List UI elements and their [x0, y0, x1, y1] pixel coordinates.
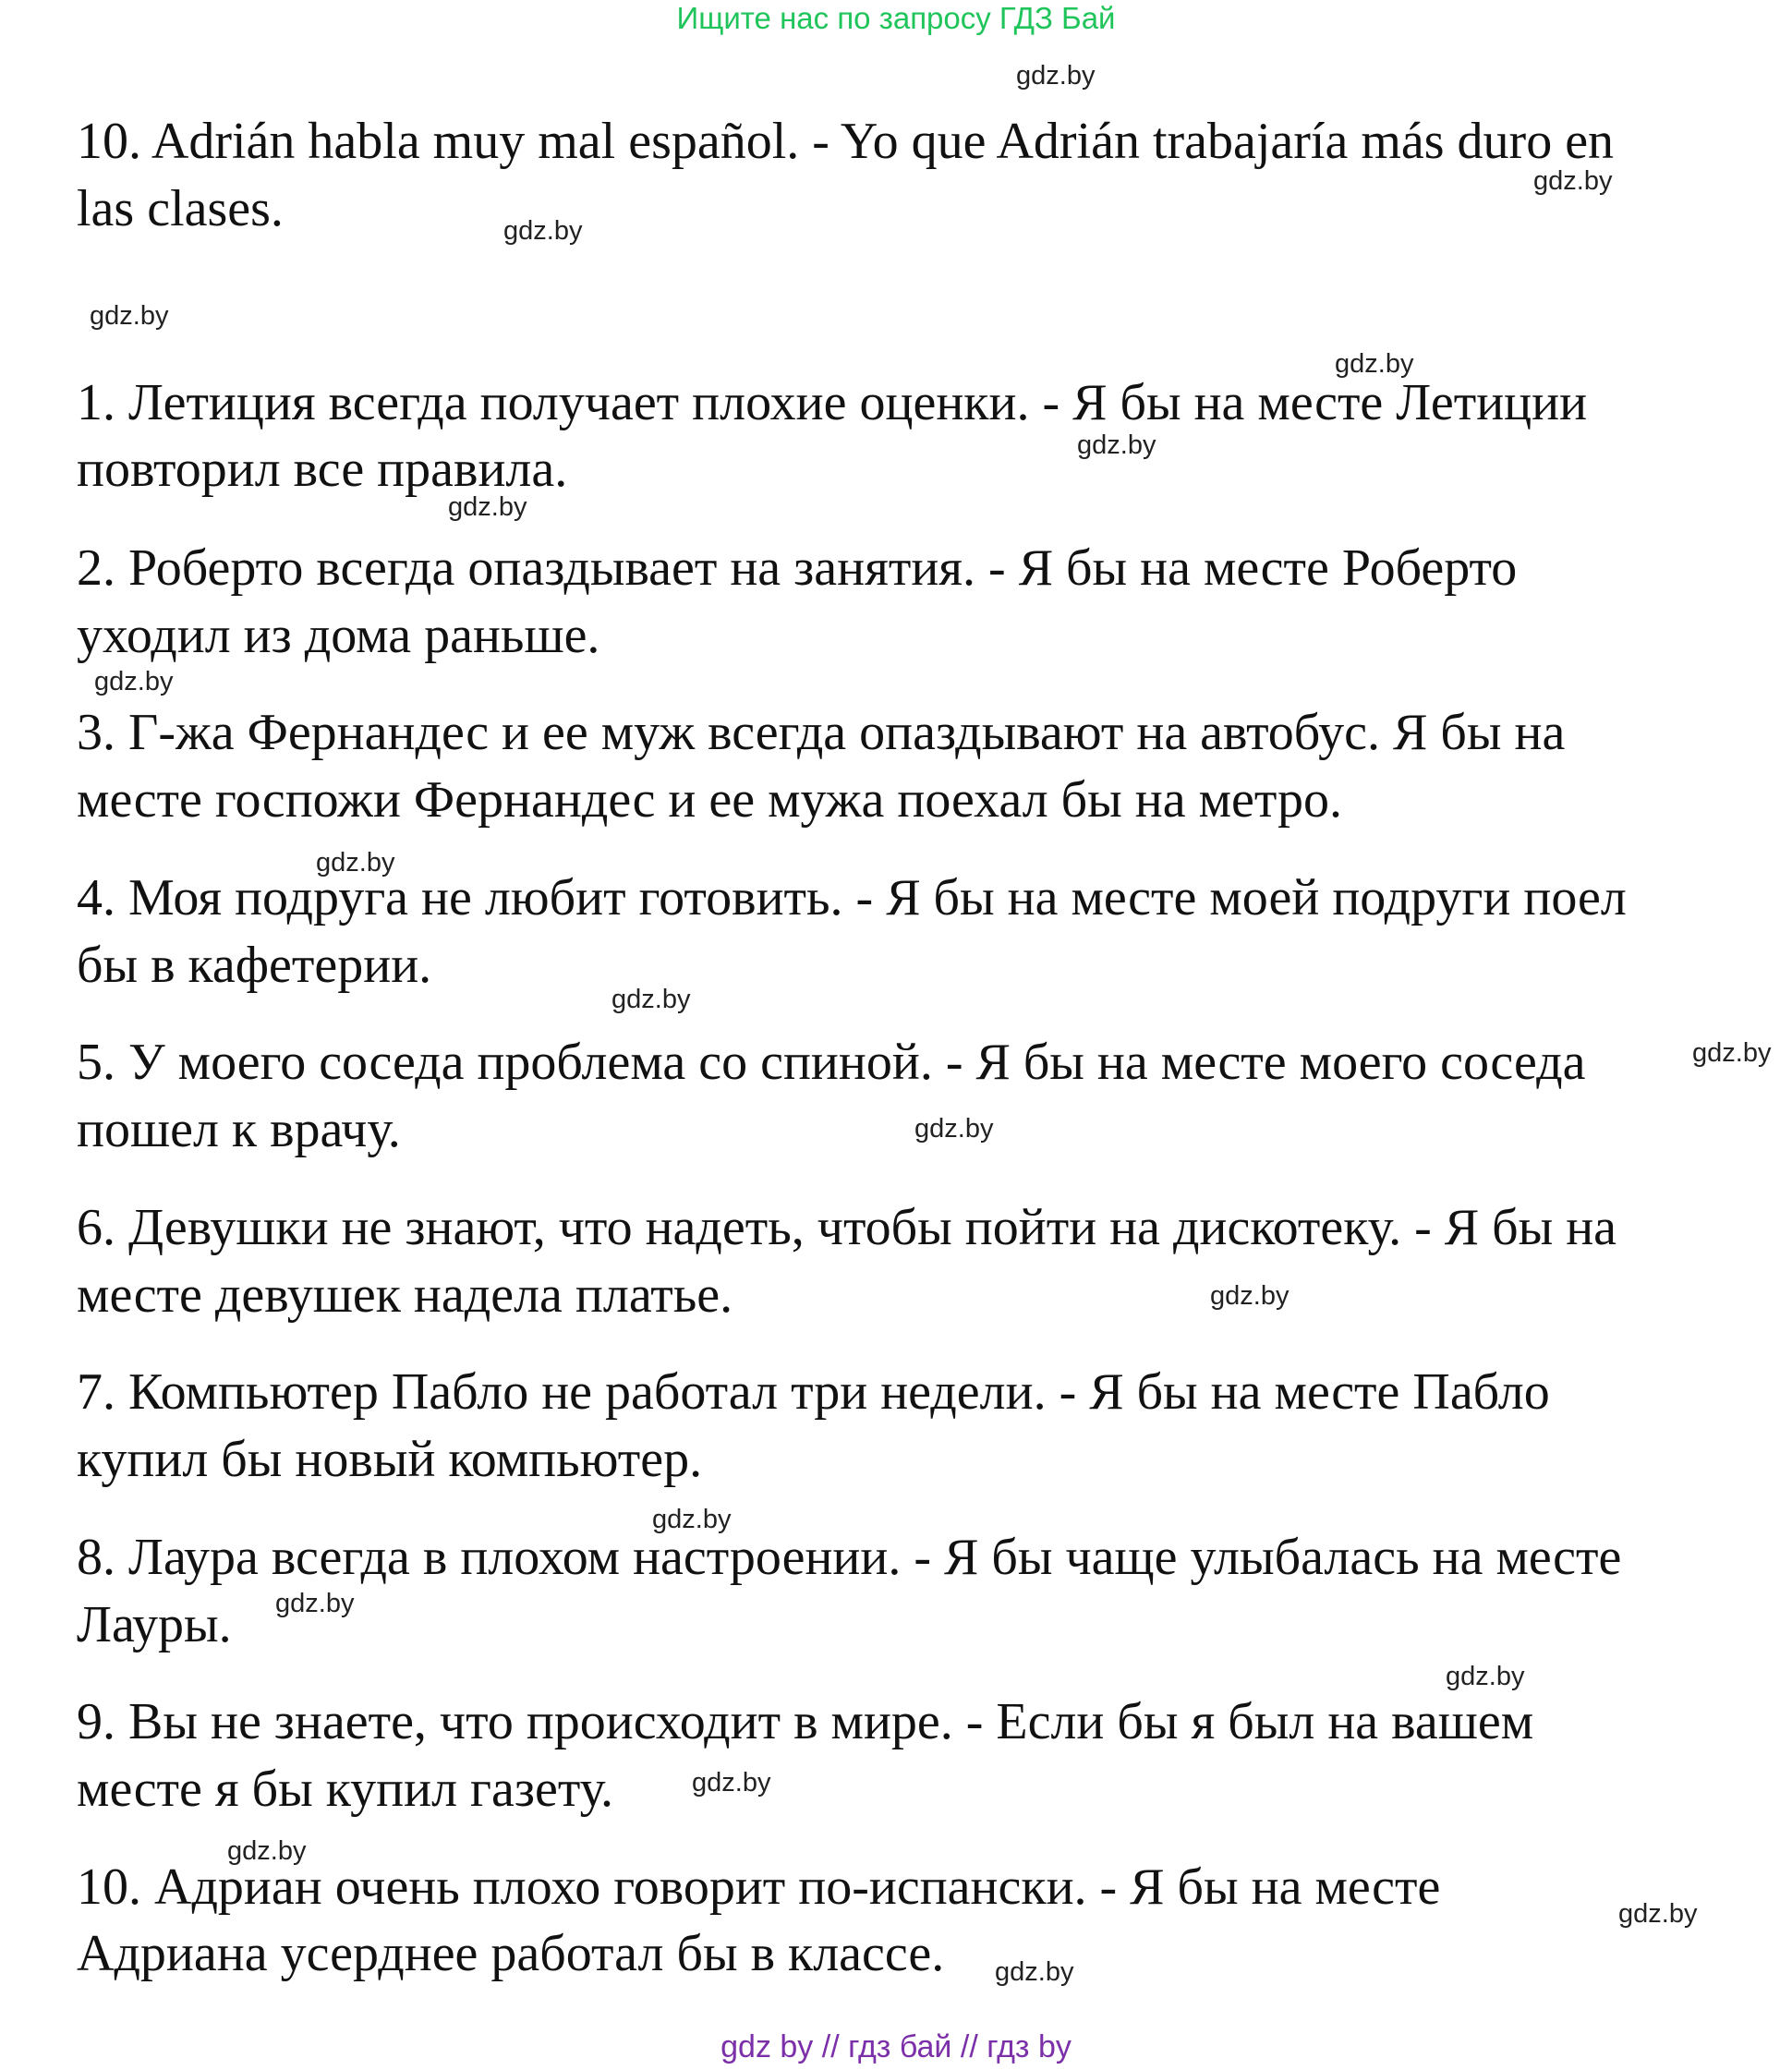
watermark: gdz.by — [1692, 1038, 1772, 1068]
watermark: gdz.by — [503, 216, 583, 246]
top-banner: Ищите нас по запросу ГДЗ Бай — [676, 1, 1116, 35]
watermark: gdz.by — [652, 1505, 732, 1534]
text-line: Лауры. — [77, 1596, 232, 1653]
watermark: gdz.by — [914, 1114, 994, 1144]
text-line: 6. Девушки не знают, что надеть, чтобы пойти на дискотеку. - Я бы на — [77, 1199, 1617, 1256]
text-line: 2. Роберто всегда опаздывает на занятия. - Я бы на месте Роберто — [77, 539, 1518, 597]
watermark: gdz.by — [275, 1589, 355, 1618]
watermark: gdz.by — [90, 301, 169, 331]
watermark: gdz.by — [1016, 61, 1096, 91]
text-line: Адриана усерднее работал бы в классе. — [77, 1925, 945, 1982]
text-line: бы в кафетерии. — [77, 937, 432, 994]
text-line: 10. Adrián habla muy mal español. - Yo que Adrián trabajaría más duro en — [77, 113, 1615, 170]
watermark: gdz.by — [227, 1836, 307, 1866]
watermark: gdz.by — [94, 667, 174, 696]
text-line: 3. Г-жа Фернандес и ее муж всегда опаздывают на автобус. Я бы на — [77, 704, 1566, 761]
text-line: пошел к врачу. — [77, 1101, 401, 1158]
text-line: 1. Летиция всегда получает плохие оценки. - Я бы на месте Летиции — [77, 374, 1588, 431]
footer-links: gdz by // гдз бай // гдз by — [720, 2029, 1072, 2064]
text-line: уходил из дома раньше. — [77, 607, 600, 664]
watermark: gdz.by — [448, 492, 527, 522]
text-line: месте госпожи Фернандес и ее мужа поехал бы на метро. — [77, 771, 1343, 829]
watermark: gdz.by — [316, 848, 395, 878]
watermark: gdz.by — [692, 1768, 771, 1798]
text-line: 7. Компьютер Пабло не работал три недели. - Я бы на месте Пабло — [77, 1363, 1550, 1421]
text-line: 4. Моя подруга не любит готовить. - Я бы на месте моей подруги поел — [77, 869, 1627, 926]
watermark: gdz.by — [1077, 430, 1156, 460]
watermark: gdz.by — [995, 1957, 1074, 1987]
text-line: 9. Вы не знаете, что происходит в мире. - Если бы я был на вашем — [77, 1693, 1534, 1750]
text-line: 5. У моего соседа проблема со спиной. - Я бы на месте моего соседа — [77, 1034, 1586, 1091]
text-line: 10. Адриан очень плохо говорит по-испански. - Я бы на месте — [77, 1858, 1441, 1916]
watermark: gdz.by — [1335, 349, 1414, 379]
text-line: месте девушек надела платье. — [77, 1266, 733, 1324]
watermark: gdz.by — [611, 985, 691, 1014]
text-line: месте я бы купил газету. — [77, 1761, 613, 1818]
text-line: повторил все правила. — [77, 441, 568, 498]
text-line: купил бы новый компьютер. — [77, 1431, 703, 1488]
watermark: gdz.by — [1210, 1281, 1290, 1311]
text-line: las clases. — [77, 180, 284, 237]
watermark: gdz.by — [1533, 166, 1613, 196]
watermark: gdz.by — [1446, 1662, 1525, 1691]
watermark: gdz.by — [1618, 1899, 1698, 1929]
text-line: 8. Лаура всегда в плохом настроении. - Я бы чаще улыбалась на месте — [77, 1529, 1622, 1586]
